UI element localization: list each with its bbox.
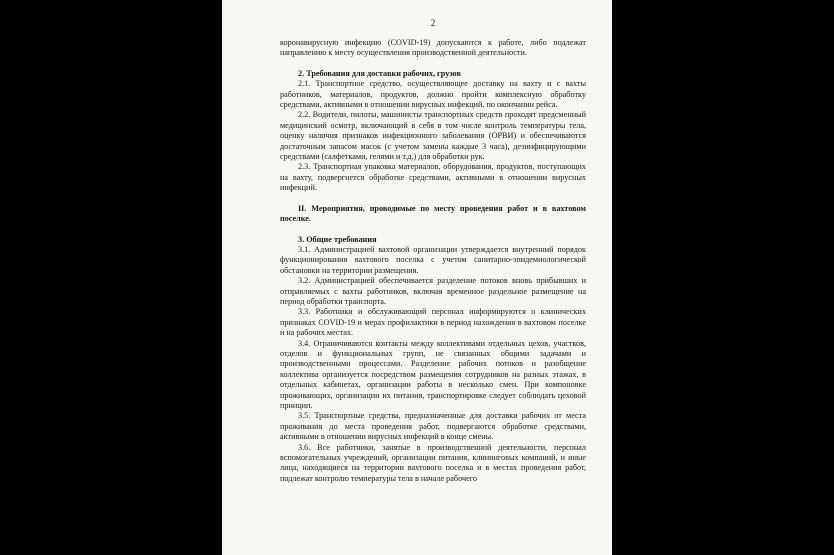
intro-paragraph: коронавирусную инфекцию (COVID-19) допускаются к работе, либо подлежат направлению к месту осуществления производственной деятельности. bbox=[280, 38, 586, 58]
paragraph-3-3: 3.3. Работники и обслуживающий персонал информируются о клинических признаках COVID-19 и мерах профилактики в период нахождения в вахтовом поселке и на рабочих местах. bbox=[280, 307, 586, 338]
paragraph-2-1: 2.1. Транспортное средство, осуществляющее доставку на вахту и с вахты работников, материалов, продуктов, должно пройти комплексную обработку средствами, активными в отношении вирусных инфекций, по окончании рейса. bbox=[280, 79, 586, 110]
paragraph-2-2: 2.2. Водители, пилоты, машинисты транспортных средств проходят предсменный медицинский осмотр, включающий в себя в том числе контроль температуры тела, оценку наличия признаков инфекционного заболевания (ОРВИ) и обеспечиваются достаточным запасом масок (с учетом замены каждые 3 часа), дезинфицирующими средствами (салфетками, гелями и т.д.) для обработки рук. bbox=[280, 110, 586, 162]
part-2-heading: II. Мероприятия, проводимые по месту проведения работ и в вахтовом поселке. bbox=[280, 203, 586, 224]
page-number: 2 bbox=[430, 18, 436, 28]
document-page bbox=[222, 0, 612, 555]
paragraph-3-2: 3.2. Администрацией обеспечивается разделение потоков вновь прибывших и отправляемых с вахты работников, включая временное раздельное размещение на период обработки транспорта. bbox=[280, 276, 586, 306]
section-2-heading: 2. Требования для доставки рабочих, грузов bbox=[298, 68, 461, 78]
paragraph-3-5: 3.5. Транспортные средства, предназначенные для доставки рабочих от места проживания до места проведения работ, подвергаются обработке средствами, активными в отношении вирусных инфекций в конце смены. bbox=[280, 411, 586, 442]
paragraph-2-3: 2.3. Транспортная упаковка материалов, оборудования, продуктов, поступающих на вахту, подвергнется обработке средствами, активными в отношении вирусных инфекций. bbox=[280, 162, 586, 193]
paragraph-3-1: 3.1. Администрацией вахтовой организации утверждается внутренний порядок функционирования вахтового поселка с учетом санитарно-эпидемиологической обстановки на территории размещения. bbox=[280, 244, 586, 275]
paragraph-3-4: 3.4. Ограничиваются контакты между коллективами отдельных цехов, участков, отделов и функциональных групп, не связанных общими задачами и производственными процессами. Разделение рабочих потоков и разобщение коллектива организуется посредством размещения сотрудников на разных этажах, в отдельных кабинетах, организации работы в несколько смен. При компоновке проживающих, организации их питания, транспортировке следует соблюдать цеховой принцип. bbox=[280, 338, 586, 410]
section-3-heading: 3. Общие требования bbox=[298, 234, 377, 244]
paragraph-3-6: 3.6. Все работники, занятые в производственной деятельности, персонал вспомогательных учреждений, организации питания, клининговых компаний, и иные лица, находящиеся на территории вахтового поселка и в местах проведения работ, подлежат контролю температуры тела в начале рабочего bbox=[280, 442, 586, 483]
